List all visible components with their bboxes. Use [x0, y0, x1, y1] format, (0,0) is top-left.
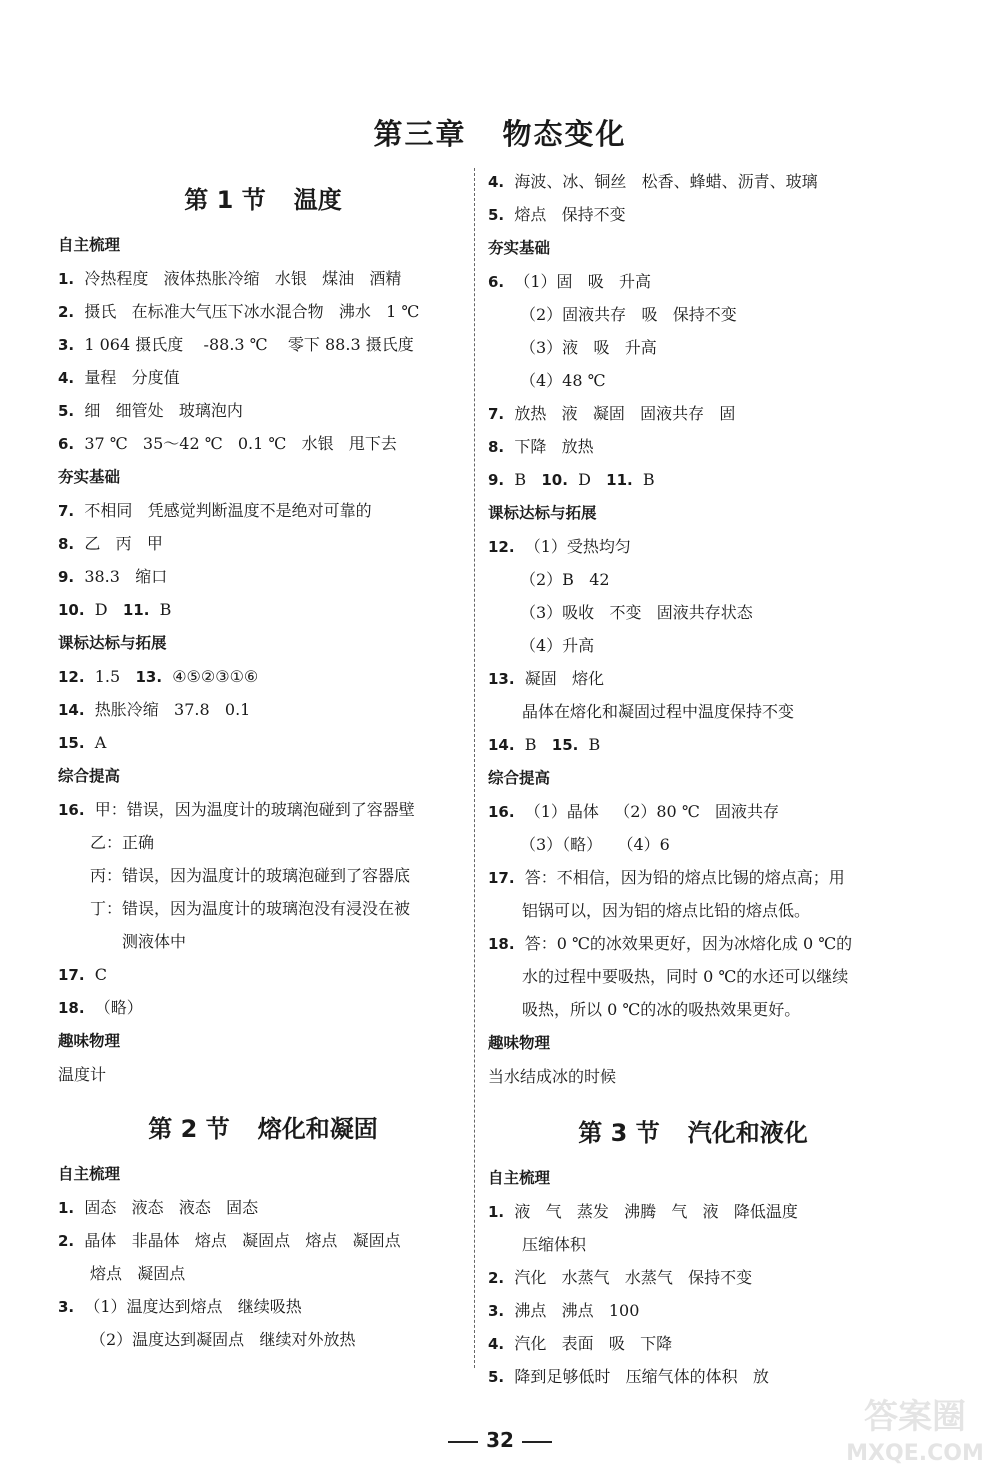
answer-line: （3）（略） （4）6	[520, 835, 670, 854]
answer-line: （2）固液共存 吸 保持不变	[520, 305, 737, 324]
heading-zizhu-3: 自主梳理	[488, 1169, 551, 1187]
answer-line: （4）升高	[520, 636, 595, 655]
answer-line: 18. 答：0 ℃的冰效果更好，因为冰熔化成 0 ℃的	[488, 934, 853, 953]
answer-line: 丙：错误，因为温度计的玻璃泡碰到了容器底	[90, 866, 411, 885]
answer-line: 5. 细 细管处 玻璃泡内	[58, 401, 243, 420]
answer-line: 当水结成冰的时候	[488, 1067, 617, 1086]
answer-line: （3）吸收 不变 固液共存状态	[520, 603, 753, 622]
answer-line: 测液体中	[122, 932, 187, 951]
answer-line: 12. 1.5 13. ④⑤②③①⑥	[58, 667, 259, 686]
left-column	[58, 168, 468, 1356]
heading-hangshi-1: 夯实基础	[58, 468, 121, 486]
answer-line: 10. D 11. B	[58, 600, 172, 619]
svg-text:MXQE.COM: MXQE.COM	[846, 1441, 984, 1466]
answer-line: 乙：正确	[90, 833, 155, 852]
heading-zonghe-1: 综合提高	[58, 767, 121, 785]
answer-line: 18. （略）	[58, 998, 143, 1017]
answer-line: 14. B 15. B	[488, 735, 601, 754]
heading-zizhu-2: 自主梳理	[58, 1165, 121, 1183]
answer-line: 17. C	[58, 965, 107, 984]
answer-line: 8. 乙 丙 甲	[58, 534, 163, 553]
answer-line: 4. 汽化 表面 吸 下降	[488, 1334, 673, 1353]
answer-line: 7. 不相同 凭感觉判断温度不是绝对可靠的	[58, 501, 372, 520]
svg-text:答案圈: 答案圈	[864, 1397, 966, 1437]
heading-quwei-2: 趣味物理	[488, 1034, 551, 1052]
answer-line: 8. 下降 放热	[488, 437, 594, 456]
answer-line: （2）B 42	[520, 570, 610, 589]
answer-line: 1. 冷热程度 液体热胀冷缩 水银 煤油 酒精	[58, 269, 402, 288]
heading-zonghe-2: 综合提高	[488, 769, 551, 787]
answer-line: 2. 汽化 水蒸气 水蒸气 保持不变	[488, 1268, 753, 1287]
answer-line: 水的过程中要吸热，同时 0 ℃的水还可以继续	[522, 967, 849, 986]
section-title-3: 第 3 节 汽化和液化	[578, 1119, 808, 1147]
answer-line: 9. 38.3 缩口	[58, 567, 168, 586]
answer-line: 吸热，所以 0 ℃的冰的吸热效果更好。	[522, 1000, 801, 1019]
heading-kebiao-1: 课标达标与拓展	[58, 634, 167, 652]
answer-line: （3）液 吸 升高	[520, 338, 657, 357]
answer-line: 15. A	[58, 733, 107, 752]
answer-line: 16. （1）晶体 （2）80 ℃ 固液共存	[488, 802, 779, 821]
answer-line: 3. 1 064 摄氏度 -88.3 ℃ 零下 88.3 摄氏度	[58, 335, 414, 354]
heading-kebiao-2: 课标达标与拓展	[488, 504, 597, 522]
answer-line: 5. 熔点 保持不变	[488, 205, 626, 224]
chapter-title: 第三章 物态变化	[373, 117, 627, 151]
answer-line: 丁：错误，因为温度计的玻璃泡没有浸没在被	[90, 899, 411, 918]
answer-line: 2. 摄氏 在标准大气压下冰水混合物 沸水 1 ℃	[58, 302, 420, 321]
answer-line: 温度计	[58, 1065, 107, 1084]
answer-line: 2. 晶体 非晶体 熔点 凝固点 熔点 凝固点	[58, 1231, 401, 1250]
answer-line: 铝锅可以，因为铝的熔点比铅的熔点低。	[522, 901, 811, 920]
answer-line: 9. B 10. D 11. B	[488, 470, 655, 489]
answer-line: 13. 凝固 熔化	[488, 669, 605, 688]
answer-line: 3. （1）温度达到熔点 继续吸热	[58, 1297, 302, 1316]
heading-quwei-1: 趣味物理	[58, 1032, 121, 1050]
section-title-2: 第 2 节 熔化和凝固	[148, 1115, 378, 1143]
answer-line: 17. 答：不相信，因为铅的熔点比锡的熔点高；用	[488, 868, 845, 887]
answer-line: 压缩体积	[522, 1235, 587, 1254]
watermark-logo	[840, 1390, 990, 1470]
column-divider	[474, 168, 476, 1368]
answer-line: 5. 降到足够低时 压缩气体的体积 放	[488, 1367, 769, 1386]
answer-line: 1. 液 气 蒸发 沸腾 气 液 降低温度	[488, 1202, 798, 1221]
answer-line: （2）温度达到凝固点 继续对外放热	[90, 1330, 356, 1349]
answer-line: 3. 沸点 沸点 100	[488, 1301, 640, 1320]
heading-hangshi-2: 夯实基础	[488, 239, 551, 257]
heading-zizhu-1: 自主梳理	[58, 236, 121, 254]
right-column	[488, 165, 898, 1393]
answer-line: 6. 37 ℃ 35～42 ℃ 0.1 ℃ 水银 甩下去	[58, 434, 397, 453]
answer-line: 4. 量程 分度值	[58, 368, 180, 387]
answer-line: 晶体在熔化和凝固过程中温度保持不变	[522, 702, 795, 721]
answer-line: 12. （1）受热均匀	[488, 537, 631, 556]
answer-line: 熔点 凝固点	[90, 1264, 186, 1283]
page-number: 32	[0, 1428, 1000, 1452]
answer-line: 14. 热胀冷缩 37.8 0.1	[58, 700, 251, 719]
section-title-1: 第 1 节 温度	[184, 186, 342, 214]
answer-line: 1. 固态 液态 液态 固态	[58, 1198, 259, 1217]
answer-line: 7. 放热 液 凝固 固液共存 固	[488, 404, 736, 423]
answer-line: 6. （1）固 吸 升高	[488, 272, 652, 291]
answer-line: 4. 海波、冰、铜丝 松香、蜂蜡、沥青、玻璃	[488, 172, 818, 191]
answer-line: 16. 甲：错误，因为温度计的玻璃泡碰到了容器壁	[58, 800, 415, 819]
answer-line: （4）48 ℃	[520, 371, 606, 390]
